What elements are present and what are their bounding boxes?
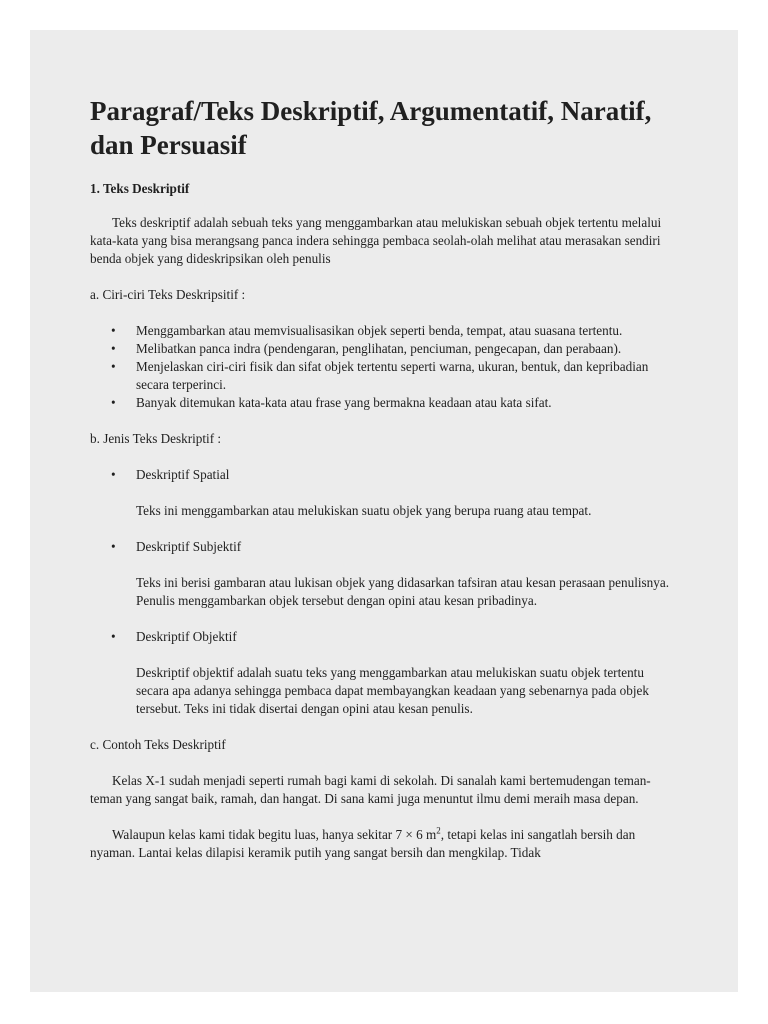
list-item: • Melibatkan panca indra (pendengaran, penglihatan, penciuman, pengecapan, dan perabaan). [136, 340, 680, 358]
section-heading-teks-deskriptif: 1. Teks Deskriptif [90, 181, 190, 196]
list-item: • Deskriptif Objektif [136, 628, 680, 646]
contoh-paragraph-1: Kelas X-1 sudah menjadi seperti rumah bagi kami di sekolah. Di sanalah kami bertemudengan teman-teman yang sangat baik, ramah, dan hangat. Di sana kami juga menuntut ilmu demi meraih masa depan. [90, 773, 651, 806]
contoh-paragraph-2-text-a: Walaupun kelas kami tidak begitu luas, hanya sekitar 7 × 6 m [112, 827, 437, 842]
ciri-list [90, 322, 680, 412]
document-content [90, 94, 680, 880]
type-description: Teks ini menggambarkan atau melukiskan suatu objek yang berupa ruang atau tempat. [136, 503, 592, 518]
jenis-list-subjektif [90, 538, 680, 556]
ciri-heading: a. Ciri-ciri Teks Deskripsitif : [90, 287, 246, 302]
document-page [30, 30, 738, 992]
list-item: • Menjelaskan ciri-ciri fisik dan sifat objek tertentu seperti warna, ukuran, bentuk, dan kepribadian secara terperinci. [136, 358, 680, 394]
contoh-paragraph-2-text-b: , tetapi kelas ini sangatlah bersih dan nyaman. Lantai kelas dilapisi keramik putih yang sangat bersih dan mengkilap. Tidak [90, 827, 636, 860]
list-item: • Menggambarkan atau memvisualisasikan objek seperti benda, tempat, atau suasana tertentu. [136, 322, 680, 340]
list-item: • Deskriptif Spatial [136, 466, 680, 484]
superscript-exponent: 2 [436, 825, 441, 836]
document-title: Paragraf/Teks Deskriptif, Argumentatif, Naratif, dan Persuasif [90, 96, 652, 160]
intro-paragraph: Teks deskriptif adalah sebuah teks yang menggambarkan atau melukiskan sebuah objek tertentu melalui kata-kata yang bisa merangsang panca indera sehingga pembaca seolah-olah melihat atau merasakan sendiri benda objek yang dideskripsikan oleh penulis [90, 215, 662, 266]
jenis-list-spatial [90, 466, 680, 484]
jenis-heading: b. Jenis Teks Deskriptif : [90, 431, 222, 446]
list-item: • Deskriptif Subjektif [136, 538, 680, 556]
type-description: Teks ini berisi gambaran atau lukisan objek yang didasarkan tafsiran atau kesan perasaan penulisnya. Penulis menggambarkan objek tersebut dengan opini atau kesan pribadinya. [136, 575, 669, 608]
contoh-heading: c. Contoh Teks Deskriptif [90, 737, 226, 752]
jenis-list-objektif [90, 628, 680, 646]
contoh-paragraph-2 [90, 826, 680, 862]
list-item: • Banyak ditemukan kata-kata atau frase yang bermakna keadaan atau kata sifat. [136, 394, 680, 412]
type-description: Deskriptif objektif adalah suatu teks yang menggambarkan atau melukiskan suatu objek tertentu secara apa adanya sehingga pembaca dapat membayangkan keadaan yang sebenarnya pada objek tersebut. Teks ini tidak disertai dengan opini atau kesan penulis. [136, 665, 649, 716]
